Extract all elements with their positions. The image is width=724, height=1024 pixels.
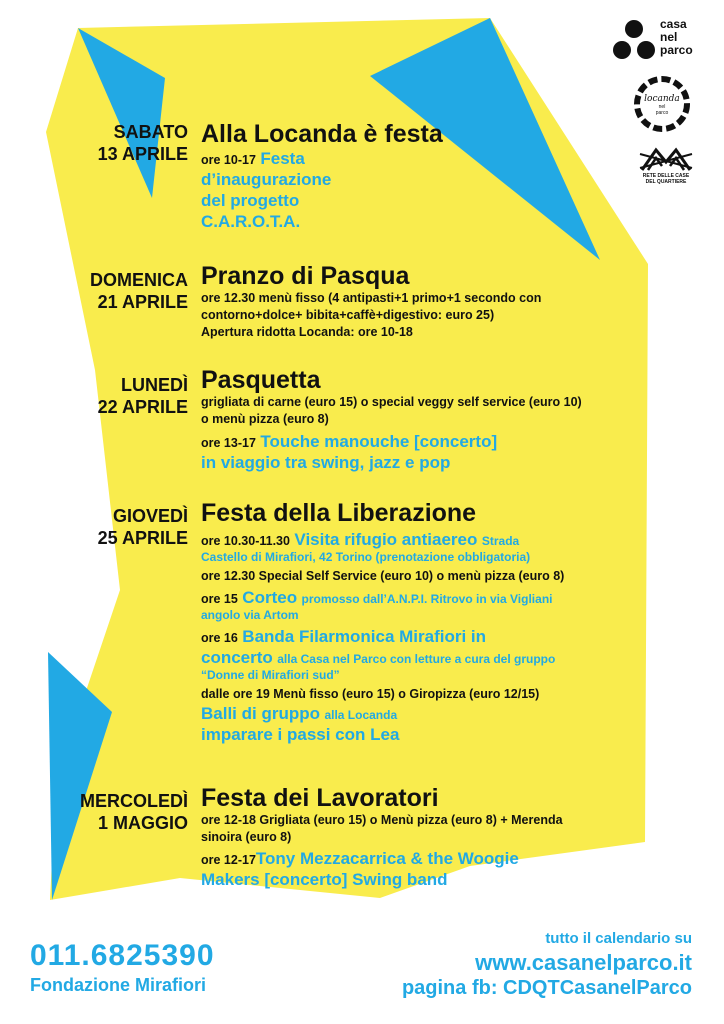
event-1-title: Alla Locanda è festa — [201, 120, 443, 148]
event-3-date: 22 APRILE — [97, 397, 188, 417]
event-4-c-time: ore 15 — [201, 592, 238, 606]
event-1-date: 13 APRILE — [97, 144, 188, 164]
casa-logo-line2: nel — [660, 30, 678, 44]
event-1-time: ore 10-17 — [201, 153, 256, 167]
event-3-day-block — [20, 374, 188, 418]
event-4-a-time: ore 10.30-11.30 — [201, 534, 290, 548]
event-4-d-small2: “Donne di Mirafiori sud” — [201, 668, 340, 682]
event-5-details — [201, 784, 701, 890]
event-3-blue-line2: in viaggio tra swing, jazz e pop — [201, 453, 451, 472]
event-2-day-block — [20, 269, 188, 313]
event-1-blue-line2: d’inaugurazione — [201, 170, 332, 189]
event-1-blue-line3: del progetto — [201, 191, 300, 210]
event-1-blue-line4: C.A.R.O.T.A. — [201, 212, 301, 231]
event-4-f-blue1: Balli di gruppo — [201, 704, 320, 723]
locanda-logo-name: locanda — [644, 94, 680, 104]
event-4-title: Festa della Liberazione — [201, 499, 477, 527]
event-4-d-small1: alla Casa nel Parco con letture a cura del gruppo — [277, 652, 556, 666]
event-4-f-small: alla Locanda — [324, 708, 398, 722]
event-4-details — [201, 499, 701, 745]
event-4-d-time: ore 16 — [201, 631, 238, 645]
event-2-title: Pranzo di Pasqua — [201, 262, 410, 290]
event-2-line3: Apertura ridotta Locanda: ore 10-18 — [201, 325, 413, 339]
event-4-date: 25 APRILE — [97, 528, 188, 548]
event-4-c-blue: Corteo — [242, 588, 298, 607]
event-4-b-line: ore 12.30 Special Self Service (euro 10) o menù pizza (euro 8) — [201, 569, 565, 583]
event-3-line1: grigliata di carne (euro 15) o special veggy self service (euro 10) — [201, 395, 582, 409]
locanda-logo-sub1: nel — [658, 104, 666, 110]
event-4-day-block — [20, 505, 188, 549]
casa-nel-parco-logo — [610, 16, 710, 66]
event-4-d-blue2: concerto — [201, 648, 273, 667]
event-4-c-small1: promosso dall’A.N.P.I. Ritrovo in via Vigliani — [301, 592, 553, 606]
event-5-blue-line1: Tony Mezzacarrica & the Woogie — [255, 849, 519, 868]
event-2-day: DOMENICA — [90, 270, 188, 290]
event-2-line1: ore 12.30 menù fisso (4 antipasti+1 primo+1 secondo con — [201, 291, 542, 305]
footer-website-link[interactable]: www.casanelparco.it — [475, 950, 692, 975]
event-4-d-blue1: Banda Filarmonica Mirafiori in — [242, 627, 487, 646]
event-3-blue-line1: Touche manouche [concerto] — [260, 432, 498, 451]
footer-calendar-label: tutto il calendario su — [545, 930, 692, 947]
event-4-day: GIOVEDÌ — [112, 506, 188, 526]
event-1-day-block — [20, 121, 188, 165]
event-5-line1: ore 12-18 Grigliata (euro 15) o Menù pizza (euro 8) + Merenda — [201, 813, 563, 827]
event-4-a-small2: Castello di Mirafiori, 42 Torino (prenotazione obbligatoria) — [201, 550, 531, 564]
event-2-line2: contorno+dolce+ bibita+caffè+digestivo: euro 25) — [201, 308, 495, 322]
event-2-details — [201, 262, 701, 341]
event-5-title: Festa dei Lavoratori — [201, 784, 439, 812]
event-5-time: ore 12-17 — [201, 853, 256, 867]
footer-phone[interactable]: 011.6825390 — [30, 939, 215, 972]
event-4-c-small2: angolo via Artom — [201, 608, 299, 622]
footer-foundation: Fondazione Mirafiori — [30, 975, 207, 995]
event-1-day: SABATO — [113, 122, 188, 142]
event-5-blue-line2: Makers [concerto] Swing band — [201, 870, 448, 889]
event-1-details — [201, 120, 701, 232]
rete-logo-line1: RETE DELLE CASE — [642, 173, 690, 179]
locanda-logo-sub2: parco — [655, 110, 669, 116]
event-3-day: LUNEDÌ — [121, 375, 188, 395]
event-2-date: 21 APRILE — [97, 292, 188, 312]
event-3-title: Pasquetta — [201, 366, 321, 394]
event-4-f-blue2: imparare i passi con Lea — [201, 725, 400, 744]
casa-nel-parco-mark-icon — [610, 18, 658, 64]
casa-logo-line3: parco — [660, 43, 693, 57]
event-4-a-small1: Strada — [481, 534, 520, 548]
event-5-date: 1 MAGGIO — [97, 813, 188, 833]
event-3-line2: o menù pizza (euro 8) — [201, 412, 329, 426]
event-5-day-block — [20, 790, 188, 834]
event-3-time: ore 13-17 — [201, 436, 256, 450]
event-5-day: MERCOLEDÌ — [80, 791, 188, 811]
event-5-line2: sinoira (euro 8) — [201, 830, 292, 844]
event-3-details — [201, 366, 701, 473]
casa-logo-line1: casa — [660, 17, 687, 31]
event-4-a-blue: Visita rifugio antiaereo — [294, 530, 478, 549]
rete-logo-line2: DEL QUARTIERE — [645, 179, 687, 185]
footer-facebook-link[interactable]: pagina fb: CDQTCasanelParco — [401, 977, 692, 999]
event-4-e-line: dalle ore 19 Menù fisso (euro 15) o Giropizza (euro 12/15) — [201, 687, 540, 701]
event-1-blue-line1: Festa — [260, 149, 305, 168]
